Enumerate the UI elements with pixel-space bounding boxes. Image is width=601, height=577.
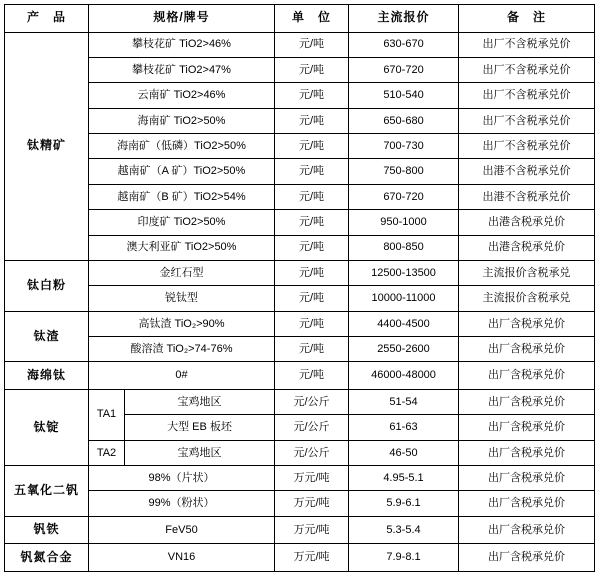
price-cell: 700-730 [349,134,459,159]
header-spec: 规格/牌号 [89,5,275,33]
product-group-titanium-sponge: 海绵钛 [5,362,89,390]
price-cell: 750-800 [349,159,459,184]
spec-cell: 海南矿 TiO2>50% [89,108,275,133]
remark-cell: 出厂含税承兑价 [459,491,595,516]
price-cell: 4.95-5.1 [349,466,459,491]
price-cell: 46000-48000 [349,362,459,390]
remark-cell: 出港含税承兑价 [459,210,595,235]
spec-cell: 海南矿（低磷）TiO2>50% [89,134,275,159]
table-row [5,260,595,285]
price-cell: 12500-13500 [349,260,459,285]
unit-cell: 元/吨 [275,57,349,82]
grade-code-ta1: TA1 [89,389,125,440]
header-price: 主流报价 [349,5,459,33]
remark-cell: 出港含税承兑价 [459,235,595,260]
unit-cell: 元/吨 [275,184,349,209]
unit-cell: 元/公斤 [275,415,349,440]
table-row [5,440,595,465]
price-cell: 7.9-8.1 [349,544,459,572]
product-group-ferrovanadium: 钒铁 [5,516,89,544]
price-cell: 5.3-5.4 [349,516,459,544]
remark-cell: 出厂含税承兑价 [459,544,595,572]
unit-cell: 万元/吨 [275,516,349,544]
price-cell: 46-50 [349,440,459,465]
remark-cell: 出厂不含税承兑价 [459,57,595,82]
price-cell: 670-720 [349,57,459,82]
header-product: 产 品 [5,5,89,33]
spec-cell: 99%（粉状） [89,491,275,516]
product-group-titanium-ingot: 钛锭 [5,389,89,465]
price-cell: 630-670 [349,32,459,57]
spec-cell: 越南矿（A 矿）TiO2>50% [89,159,275,184]
unit-cell: 万元/吨 [275,544,349,572]
price-cell: 650-680 [349,108,459,133]
table-row [5,210,595,235]
unit-cell: 元/吨 [275,159,349,184]
unit-cell: 元/吨 [275,210,349,235]
table-row [5,362,595,390]
remark-cell: 出厂不含税承兑价 [459,32,595,57]
remark-cell: 出厂不含税承兑价 [459,83,595,108]
table-row [5,516,595,544]
spec-cell: 0# [89,362,275,390]
remark-cell: 出厂含税承兑价 [459,362,595,390]
remark-cell: 出港不含税承兑价 [459,159,595,184]
spec-cell: 澳大利亚矿 TiO2>50% [89,235,275,260]
remark-cell: 出厂含税承兑价 [459,440,595,465]
remark-cell: 出厂含税承兑价 [459,466,595,491]
table-row [5,159,595,184]
spec-cell: VN16 [89,544,275,572]
remark-cell: 主流报价含税承兑 [459,286,595,311]
table-row [5,57,595,82]
product-group-vanadium-nitrogen-alloy: 钒氮合金 [5,544,89,572]
table-row [5,337,595,362]
table-row [5,466,595,491]
grade-code-ta2: TA2 [89,440,125,465]
unit-cell: 万元/吨 [275,491,349,516]
price-table [4,4,595,572]
unit-cell: 元/吨 [275,260,349,285]
unit-cell: 元/吨 [275,286,349,311]
unit-cell: 元/吨 [275,32,349,57]
spec-cell: 高钛渣 TiO₂>90% [89,311,275,336]
price-cell: 51-54 [349,389,459,414]
spec-cell: FeV50 [89,516,275,544]
product-group-titanium-slag: 钛渣 [5,311,89,362]
unit-cell: 元/吨 [275,83,349,108]
table-row [5,311,595,336]
product-group-vanadium-pentoxide: 五氧化二钒 [5,466,89,517]
table-row [5,544,595,572]
remark-cell: 出港不含税承兑价 [459,184,595,209]
spec-cell: 酸溶渣 TiO₂>74-76% [89,337,275,362]
table-row [5,491,595,516]
spec-cell: 印度矿 TiO2>50% [89,210,275,235]
spec-cell: 锐钛型 [89,286,275,311]
spec-cell: 大型 EB 板坯 [125,415,275,440]
spec-cell: 攀枝花矿 TiO2>47% [89,57,275,82]
spec-cell: 金红石型 [89,260,275,285]
header-remark: 备 注 [459,5,595,33]
table-header-row [5,5,595,33]
table-row [5,83,595,108]
price-cell: 800-850 [349,235,459,260]
unit-cell: 元/公斤 [275,440,349,465]
price-cell: 950-1000 [349,210,459,235]
table-row [5,235,595,260]
price-cell: 61-63 [349,415,459,440]
table-row [5,32,595,57]
table-row [5,389,595,414]
spec-cell: 宝鸡地区 [125,440,275,465]
price-cell: 10000-11000 [349,286,459,311]
unit-cell: 元/吨 [275,362,349,390]
unit-cell: 元/吨 [275,134,349,159]
table-row [5,108,595,133]
remark-cell: 出厂含税承兑价 [459,337,595,362]
table-row [5,134,595,159]
remark-cell: 出厂含税承兑价 [459,311,595,336]
unit-cell: 万元/吨 [275,466,349,491]
product-group-titanium-concentrate: 钛精矿 [5,32,89,260]
table-row [5,286,595,311]
price-cell: 2550-2600 [349,337,459,362]
remark-cell: 出厂含税承兑价 [459,516,595,544]
spec-cell: 攀枝花矿 TiO2>46% [89,32,275,57]
unit-cell: 元/公斤 [275,389,349,414]
spec-cell: 宝鸡地区 [125,389,275,414]
spec-cell: 越南矿（B 矿）TiO2>54% [89,184,275,209]
unit-cell: 元/吨 [275,311,349,336]
header-unit: 单 位 [275,5,349,33]
remark-cell: 出厂不含税承兑价 [459,134,595,159]
price-cell: 510-540 [349,83,459,108]
remark-cell: 出厂不含税承兑价 [459,108,595,133]
price-cell: 4400-4500 [349,311,459,336]
remark-cell: 出厂含税承兑价 [459,415,595,440]
price-cell: 5.9-6.1 [349,491,459,516]
unit-cell: 元/吨 [275,337,349,362]
price-cell: 670-720 [349,184,459,209]
unit-cell: 元/吨 [275,108,349,133]
unit-cell: 元/吨 [275,235,349,260]
product-group-titanium-dioxide: 钛白粉 [5,260,89,311]
spec-cell: 云南矿 TiO2>46% [89,83,275,108]
spec-cell: 98%（片状） [89,466,275,491]
remark-cell: 出厂含税承兑价 [459,389,595,414]
table-row [5,184,595,209]
remark-cell: 主流报价含税承兑 [459,260,595,285]
